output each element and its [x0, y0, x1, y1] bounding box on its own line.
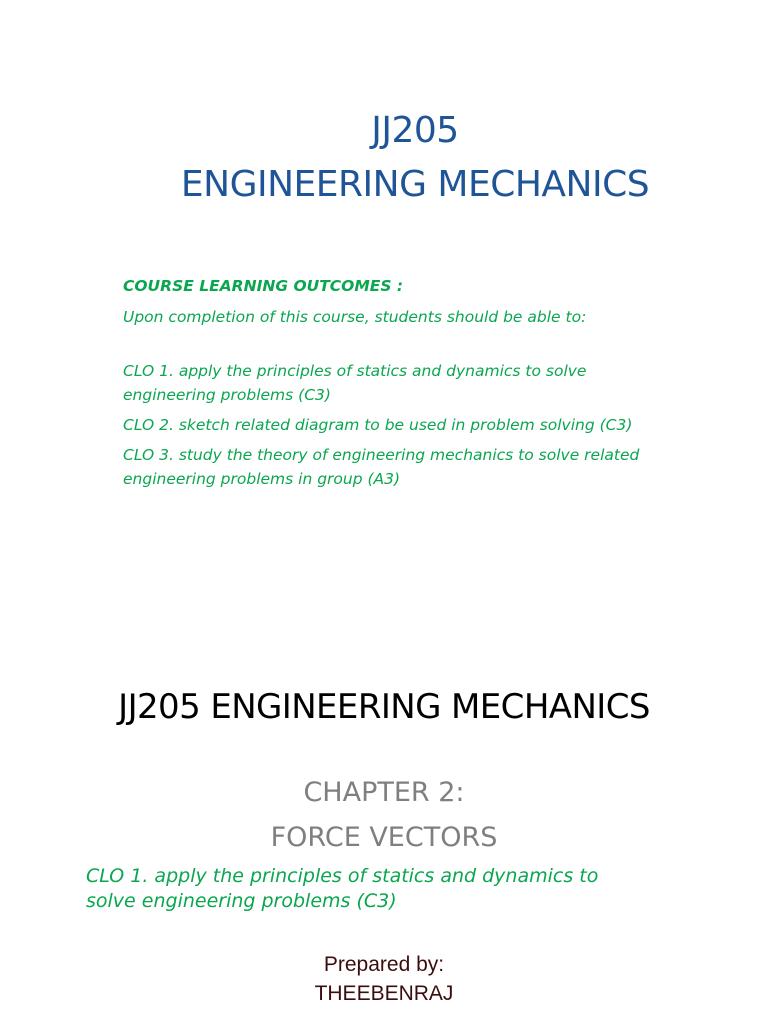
course-code: JJ205 — [371, 110, 459, 151]
chapter-clo — [86, 864, 726, 914]
prepared-by — [0, 950, 768, 1008]
chapter-name: FORCE VECTORS — [270, 822, 498, 853]
chapter-number: CHAPTER 2: — [303, 777, 465, 808]
clo-item-2-line1: CLO 2. sketch related diagram to be used in problem solving (C3) — [123, 416, 633, 434]
clo-item-1-line2: engineering problems (C3) — [123, 386, 331, 404]
clo-item-3 — [123, 443, 723, 491]
chapter-clo-line1: CLO 1. apply the principles of statics and dynamics to — [86, 865, 599, 887]
clo-item-3-line1: CLO 3. study the theory of engineering mechanics to solve related — [123, 446, 640, 464]
slide-title: JJ205 ENGINEERING MECHANICS — [118, 687, 650, 727]
clo-item-3-line2: engineering problems in group (A3) — [123, 470, 401, 488]
clo-list — [123, 359, 723, 491]
clo-item-1-line1: CLO 1. apply the principles of statics and dynamics to solve — [123, 362, 587, 380]
slide-chapter-title — [0, 640, 768, 1024]
clo-block — [123, 274, 723, 497]
clo-heading: COURSE LEARNING OUTCOMES : — [123, 277, 404, 295]
author-name: THEEBENRAJ — [314, 982, 454, 1005]
clo-item-1 — [123, 359, 723, 407]
clo-item-2 — [123, 413, 723, 437]
chapter-heading — [0, 770, 768, 860]
chapter-clo-line2: solve engineering problems (C3) — [86, 890, 397, 912]
course-title — [0, 104, 768, 212]
prepared-label: Prepared by: — [323, 953, 445, 976]
clo-intro: Upon completion of this course, students should be able to: — [123, 308, 587, 326]
course-name: ENGINEERING MECHANICS — [180, 164, 650, 205]
